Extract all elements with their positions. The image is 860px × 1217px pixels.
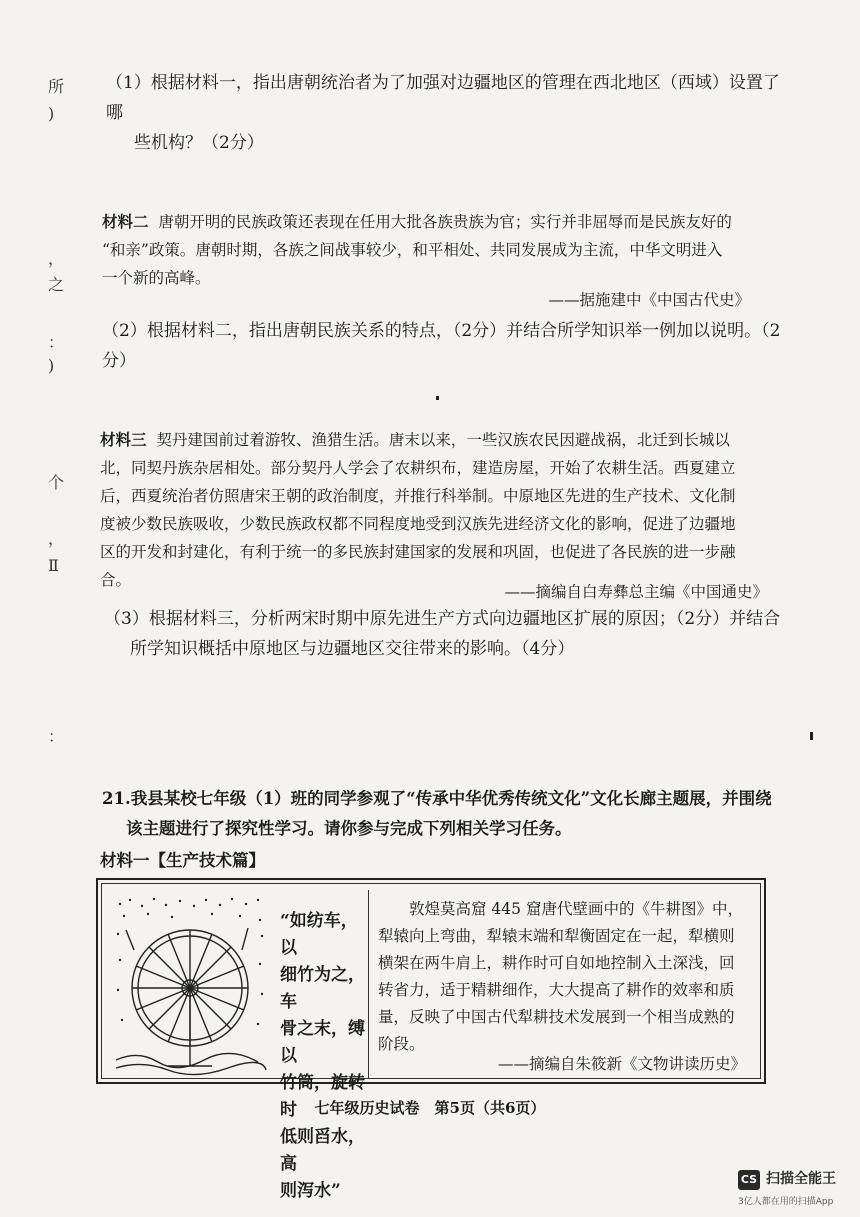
question-1 <box>106 68 786 158</box>
question-1-line: （1）根据材料一，指出唐朝统治者为了加强对边疆地区的管理在西北地区（西域）设置了哪 <box>106 73 780 123</box>
scanner-tagline: 3亿人都在用的扫描App <box>738 1197 834 1207</box>
question-21-line: 21.我县某校七年级（1）班的同学参观了“传承中华优秀传统文化”文化长廊主题展，并围绕 <box>102 789 772 808</box>
material-text: “和亲”政策。唐朝时期，各族之间战事较少，和平相处、共同发展成为主流，中华文明进入 <box>102 241 723 259</box>
question-21 <box>102 784 802 844</box>
margin-glyph: 之 <box>48 275 65 294</box>
scanner-watermark <box>738 1166 848 1210</box>
material-text: 一个新的高峰。 <box>102 269 211 287</box>
margin-glyph: ) <box>48 356 55 375</box>
quote-line: 骨之末，缚以 <box>280 1019 365 1066</box>
question-3-line: （3）根据材料三，分析两宋时期中原先进生产方式向边疆地区扩展的原因；（2分）并结合 <box>104 609 781 629</box>
margin-glyph: ： <box>48 727 65 746</box>
scanner-name: 扫描全能王 <box>766 1171 836 1187</box>
margin-glyph: ) <box>48 104 55 123</box>
waterwheel-icon <box>108 890 274 1078</box>
margin-glyph: 所 <box>48 77 65 96</box>
material-label: 材料三 <box>100 430 147 449</box>
quote-line: 细竹为之，车 <box>280 965 365 1012</box>
scan-speck <box>436 396 439 400</box>
material-text: 后，西夏统治者仿照唐宋王朝的政治制度，并推行科举制。中原地区先进的生产技术、文化制 <box>100 487 736 505</box>
material-2-source: ——据施建中《中国古代史》 <box>548 291 750 309</box>
material-3 <box>100 426 790 594</box>
plough-text-line: 转省力，适于精耕细作，大大提高了耕作的效率和质 <box>378 981 735 999</box>
material-text: 北，同契丹族杂居相处。部分契丹人学会了农耕织布，建造房屋，开始了农耕生活。西夏建立 <box>100 459 736 477</box>
question-2 <box>102 316 792 376</box>
plough-text-line: 阶段。 <box>378 1035 425 1053</box>
material-label: 材料二 <box>102 212 149 231</box>
material-text: 契丹建国前过着游牧、渔猎生活。唐末以来，一些汉族农民因避战祸，北迁到长城以 <box>156 431 730 449</box>
material-text: 度被少数民族吸收，少数民族政权都不同程度地受到汉族先进经济文化的影响，促进了边疆地 <box>100 515 736 533</box>
material-text: 区的开发和封建化，有利于统一的多民族封建国家的发展和巩固，也促进了各民族的进一步融 <box>100 543 736 561</box>
margin-glyph: 个 <box>48 473 65 492</box>
plough-text <box>378 896 754 1058</box>
plough-text-line: 犁辕向上弯曲，犁辕末端和犁衡固定在一起，犁横则 <box>378 927 735 945</box>
question-1-line: 些机构？（2分） <box>134 133 264 153</box>
quote-line: “如纺车，以 <box>280 911 358 958</box>
quote-line: 竹筒，旋转时 <box>280 1073 365 1120</box>
plough-text-line: 横架在两牛肩上，耕作时可自如地控制入土深浅，回 <box>378 954 735 972</box>
margin-glyph: ， <box>48 249 65 268</box>
margin-glyph: ， <box>48 529 65 548</box>
material-2 <box>102 208 782 292</box>
plough-text-line: 量，反映了中国古代犁耕技术发展到一个相当成熟的 <box>378 1008 735 1026</box>
question-21-line: 该主题进行了探究性学习。请你参与完成下列相关学习任务。 <box>126 819 572 838</box>
material-text: 唐朝开明的民族政策还表现在任用大批各族贵族为官；实行并非屈辱而是民族友好的 <box>158 213 732 231</box>
material-21-1-heading: 材料一【生产技术篇】 <box>100 851 265 870</box>
scan-speck <box>810 732 813 740</box>
margin-glyph: Ⅱ <box>48 556 59 575</box>
waterwheel-illustration <box>108 890 369 1201</box>
quote-line: 则泻水” <box>280 1181 341 1201</box>
question-3-line: 所学知识概括中原地区与边疆地区交往带来的影响。（4分） <box>130 639 575 659</box>
margin-glyph: ： <box>48 333 65 352</box>
material-3-source: ——摘编自白寿彝总主编《中国通史》 <box>504 583 768 601</box>
material-text: 合。 <box>100 571 132 589</box>
waterwheel-quote <box>280 908 370 1205</box>
quote-line: 低则舀水，高 <box>280 1127 365 1174</box>
plough-text-line: 敦煌莫高窟 445 窟唐代壁画中的《牛耕图》中， <box>409 900 743 918</box>
material-21-1-source: ——摘编自朱筱新《文物讲读历史》 <box>497 1055 746 1073</box>
question-2-line: （2）根据材料二，指出唐朝民族关系的特点，（2分）并结合所学知识举一例加以说明。（2分） <box>102 321 781 371</box>
question-3 <box>104 604 794 664</box>
scanner-logo-icon: CS <box>738 1170 760 1190</box>
page-footer: 七年级历史试卷 第5页（共6页） <box>314 1099 546 1117</box>
